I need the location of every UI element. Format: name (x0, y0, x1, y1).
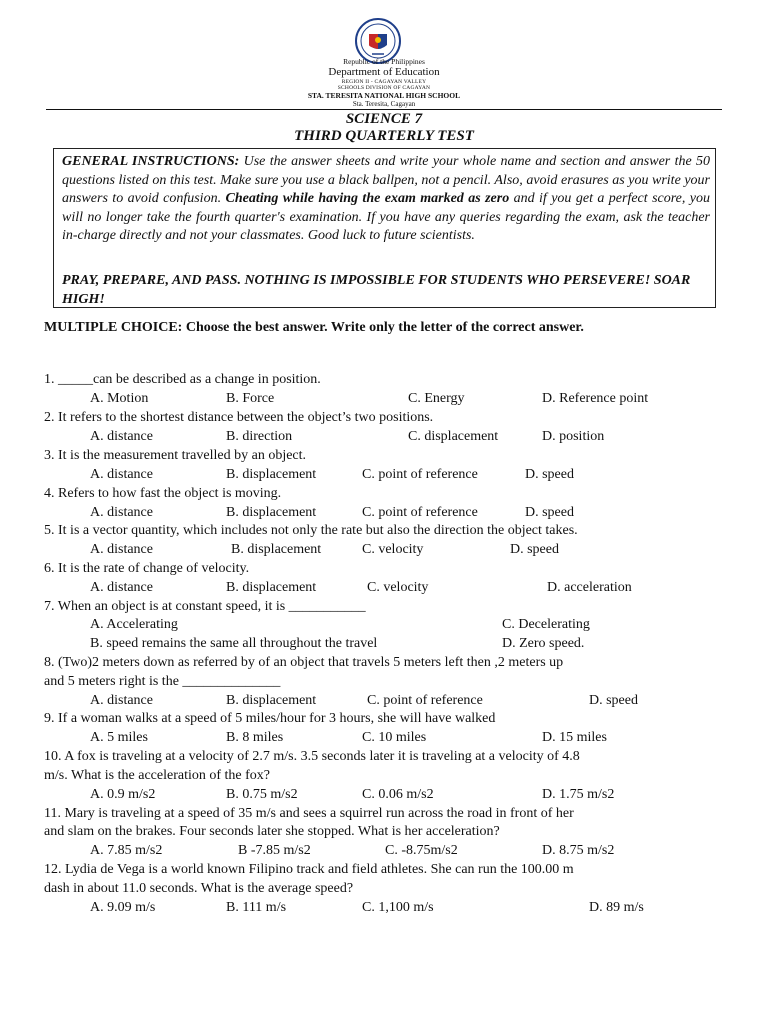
q1-option-d: D. Reference point (542, 391, 649, 406)
header-school: STA. TERESITA NATIONAL HIGH SCHOOL (307, 91, 461, 100)
question-6: 6. It is the rate of change of velocity. (44, 561, 250, 576)
q4-option-d: D. speed (525, 505, 574, 520)
q6-option-a: A. distance (90, 580, 153, 595)
header-division: SCHOOLS DIVISION OF CAGAYAN (337, 85, 431, 91)
instructions-label: GENERAL INSTRUCTIONS: (62, 154, 240, 169)
q3-option-d: D. speed (525, 467, 574, 482)
q7-option-d: D. Zero speed. (502, 636, 585, 651)
q1-option-c: C. Energy (408, 391, 465, 406)
q5-option-a: A. distance (90, 542, 153, 557)
q8-option-b: B. displacement (226, 693, 317, 708)
q12-option-a: A. 9.09 m/s (90, 900, 156, 915)
q9-option-b: B. 8 miles (226, 730, 284, 745)
instructions-text (62, 153, 710, 246)
q10-option-d: D. 1.75 m/s2 (542, 787, 615, 802)
q2-option-a: A. distance (90, 429, 153, 444)
q4-option-a: A. distance (90, 505, 153, 520)
question-1: 1. _____can be described as a change in position. (44, 372, 321, 387)
q10-option-b: B. 0.75 m/s2 (226, 787, 298, 802)
test-title: THIRD QUARTERLY TEST (294, 128, 474, 144)
question-12-line-1: 12. Lydia de Vega is a world known Filipino track and field athletes. She can run the 100.00 m (44, 862, 574, 877)
q6-option-c: C. velocity (367, 580, 429, 595)
q11-option-b: B -7.85 m/s2 (238, 843, 311, 858)
q11-option-a: A. 7.85 m/s2 (90, 843, 163, 858)
q8-option-a: A. distance (90, 693, 153, 708)
question-8-line-1: 8. (Two)2 meters down as referred by of an object that travels 5 meters left then ,2 meters up (44, 655, 564, 670)
subject-title: SCIENCE 7 (345, 111, 423, 127)
q4-option-c: C. point of reference (362, 505, 478, 520)
q3-option-c: C. point of reference (362, 467, 478, 482)
q1-option-a: A. Motion (90, 391, 149, 406)
q1-option-b: B. Force (226, 391, 275, 406)
q2-option-c: C. displacement (408, 429, 499, 444)
header-region: REGION II - CAGAYAN VALLEY (341, 79, 427, 85)
question-11-line-1: 11. Mary is traveling at a speed of 35 m/s and sees a squirrel run across the road in front of her (44, 806, 574, 821)
question-2: 2. It refers to the shortest distance between the object’s two positions. (44, 410, 434, 425)
q12-option-d: D. 89 m/s (589, 900, 644, 915)
q3-option-a: A. distance (90, 467, 153, 482)
header-department: Department of Education (328, 66, 440, 78)
question-7: 7. When an object is at constant speed, it is ___________ (44, 599, 366, 614)
q7-option-a: A. Accelerating (90, 617, 178, 632)
q10-option-a: A. 0.9 m/s2 (90, 787, 156, 802)
q12-option-b: B. 111 m/s (226, 900, 287, 915)
instructions-body-2: and if you get a perfect score, you will no longer take the fourth quarter's examination. If you have any queries regarding the exam, ask the teacher in-charge directly and not your classmates. Good luck to future scientists. (62, 191, 710, 244)
q9-option-c: C. 10 miles (362, 730, 427, 745)
header-republic: Republic of the Philippines (343, 57, 425, 66)
q5-option-c: C. velocity (362, 542, 424, 557)
q8-option-d: D. speed (589, 693, 638, 708)
question-9: 9. If a woman walks at a speed of 5 miles/hour for 3 hours, she will have walked (44, 711, 496, 726)
q10-option-c: C. 0.06 m/s2 (362, 787, 434, 802)
multiple-choice-heading: MULTIPLE CHOICE: Choose the best answer. Write only the letter of the correct answer. (44, 320, 584, 335)
q4-option-b: B. displacement (226, 505, 317, 520)
q6-option-d: D. acceleration (547, 580, 632, 595)
question-11-line-2: and slam on the brakes. Four seconds later she stopped. What is her acceleration? (44, 824, 500, 839)
q9-option-a: A. 5 miles (90, 730, 148, 745)
q11-option-d: D. 8.75 m/s2 (542, 843, 615, 858)
instructions-warning: Cheating while having the exam marked as zero (225, 191, 510, 207)
q9-option-d: D. 15 miles (542, 730, 607, 745)
instructions-motto: PRAY, PREPARE, AND PASS. NOTHING IS IMPOSSIBLE FOR STUDENTS WHO PERSEVERE! SOAR HIGH! (62, 273, 691, 307)
question-10-line-2: m/s. What is the acceleration of the fox? (44, 768, 270, 783)
q7-option-b: B. speed remains the same all throughout the travel (90, 636, 378, 651)
question-12-line-2: dash in about 11.0 seconds. What is the average speed? (44, 881, 354, 896)
q5-option-b: B. displacement (231, 542, 322, 557)
q7-option-c: C. Decelerating (502, 617, 590, 632)
header-divider (46, 109, 722, 110)
instructions-body-1: Use the answer sheets and write your whole name and section and answer the 50 questions listed on this test. Make sure you use a black ballpen, not a pencil. Also, avoid erasures as you write your answers to avoid confusion. (62, 154, 710, 207)
q11-option-c: C. -8.75m/s2 (385, 843, 458, 858)
question-3: 3. It is the measurement travelled by an object. (44, 448, 307, 463)
question-5: 5. It is a vector quantity, which includes not only the rate but also the direction the object takes. (44, 523, 578, 538)
question-10-line-1: 10. A fox is traveling at a velocity of 2.7 m/s. 3.5 seconds later it is traveling at a velocity of 4.8 (44, 749, 580, 764)
q12-option-c: C. 1,100 m/s (362, 900, 434, 915)
question-8-line-2: and 5 meters right is the ______________ (44, 674, 281, 689)
instructions-box (53, 148, 716, 308)
q5-option-d: D. speed (510, 542, 559, 557)
header-location: Sta. Teresita, Cagayan (352, 100, 416, 108)
q3-option-b: B. displacement (226, 467, 317, 482)
q8-option-c: C. point of reference (367, 693, 483, 708)
q2-option-b: B. direction (226, 429, 293, 444)
q6-option-b: B. displacement (226, 580, 317, 595)
question-4: 4. Refers to how fast the object is moving. (44, 486, 282, 501)
q2-option-d: D. position (542, 429, 605, 444)
